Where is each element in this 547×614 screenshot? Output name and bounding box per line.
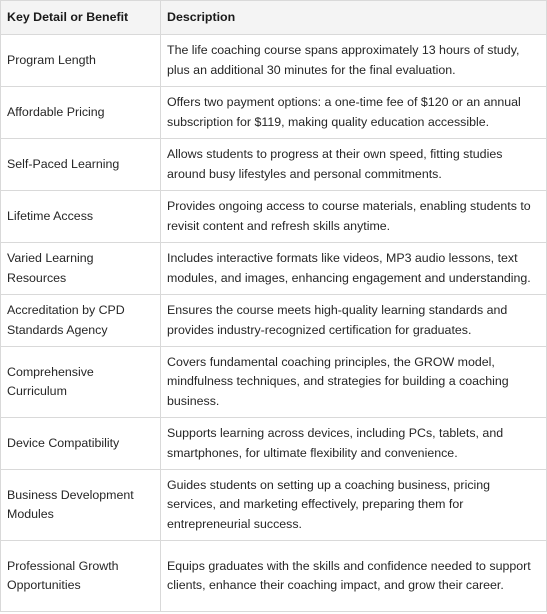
- detail-cell: Self-Paced Learning: [1, 139, 161, 191]
- detail-cell: Varied Learning Resources: [1, 243, 161, 295]
- description-cell: Equips graduates with the skills and confidence needed to support clients, enhance their coaching impact, and grow their career.: [161, 541, 547, 612]
- table-row: [1, 418, 547, 470]
- description-cell: Provides ongoing access to course materials, enabling students to revisit content and refresh skills anytime.: [161, 191, 547, 243]
- detail-cell: Comprehensive Curriculum: [1, 347, 161, 418]
- detail-cell: Affordable Pricing: [1, 87, 161, 139]
- table-header: [1, 1, 547, 35]
- table-row: [1, 191, 547, 243]
- column-header-detail: Key Detail or Benefit: [1, 1, 161, 35]
- description-cell: Allows students to progress at their own speed, fitting studies around busy lifestyles and personal commitments.: [161, 139, 547, 191]
- description-cell: Ensures the course meets high-quality learning standards and provides industry-recognized certification for graduates.: [161, 295, 547, 347]
- header-row: [1, 1, 547, 35]
- column-header-description: Description: [161, 1, 547, 35]
- table-row: [1, 87, 547, 139]
- description-cell: Covers fundamental coaching principles, the GROW model, mindfulness techniques, and strategies for building a coaching business.: [161, 347, 547, 418]
- table-row: [1, 295, 547, 347]
- detail-cell: Program Length: [1, 35, 161, 87]
- description-cell: Offers two payment options: a one-time fee of $120 or an annual subscription for $119, making quality education accessible.: [161, 87, 547, 139]
- description-cell: Supports learning across devices, including PCs, tablets, and smartphones, for ultimate flexibility and convenience.: [161, 418, 547, 470]
- table-row: [1, 35, 547, 87]
- table-row: [1, 347, 547, 418]
- description-cell: Guides students on setting up a coaching business, pricing services, and marketing effectively, preparing them for entrepreneurial success.: [161, 470, 547, 541]
- table-row: [1, 541, 547, 612]
- description-cell: Includes interactive formats like videos, MP3 audio lessons, text modules, and images, enhancing engagement and understanding.: [161, 243, 547, 295]
- detail-cell: Lifetime Access: [1, 191, 161, 243]
- detail-cell: Accreditation by CPD Standards Agency: [1, 295, 161, 347]
- detail-cell: Business Development Modules: [1, 470, 161, 541]
- description-cell: The life coaching course spans approximately 13 hours of study, plus an additional 30 minutes for the final evaluation.: [161, 35, 547, 87]
- detail-cell: Professional Growth Opportunities: [1, 541, 161, 612]
- table-row: [1, 470, 547, 541]
- table-row: [1, 139, 547, 191]
- detail-cell: Device Compatibility: [1, 418, 161, 470]
- table-body: [1, 35, 547, 612]
- table-row: [1, 243, 547, 295]
